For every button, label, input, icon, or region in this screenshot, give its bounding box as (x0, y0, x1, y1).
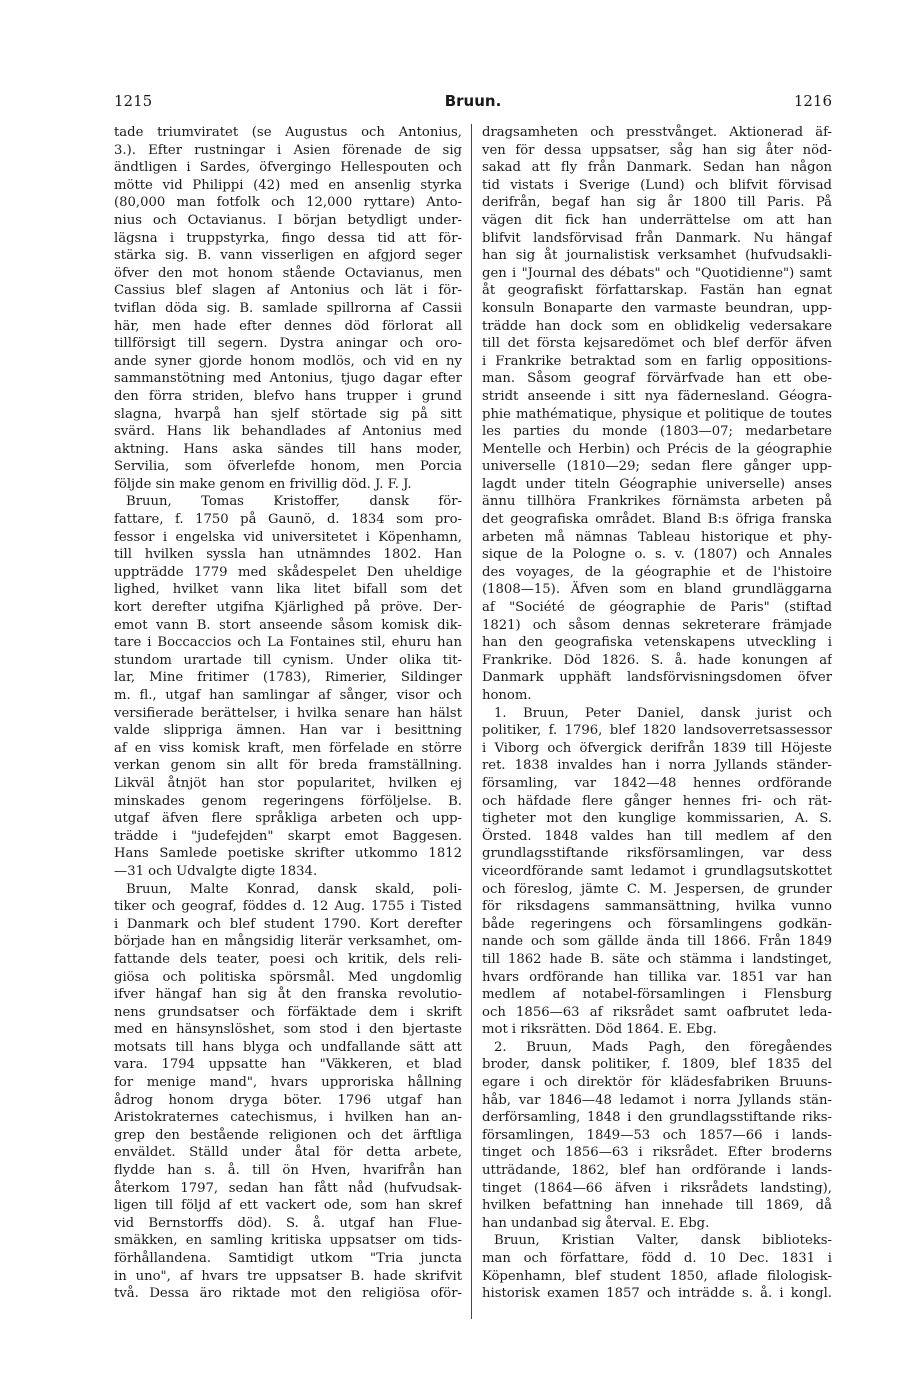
text-line: ännu tillhöra Frankrikes förnämsta arbeten på (482, 494, 832, 510)
text-line: mot i riksrätten. Död 1864. E. Ebg. (482, 1022, 717, 1038)
text-line: versifierade berättelser, i hvilka senare han hälst (114, 705, 462, 721)
text-line: utgaf äfven flere språkliga arbeten och upp- (114, 811, 462, 827)
text-line: med en hänsynslöshet, som stod i den bjertaste (114, 1022, 462, 1038)
text-line: lägsna i truppstyrka, fingo dessa tid att för- (114, 230, 462, 246)
text-line: honom. (482, 688, 532, 703)
text-line: les parties du monde (1803—07; medarbetare (482, 424, 832, 440)
text-line: nens grundsatser och förfäktade dem i skrift (114, 1004, 462, 1020)
text-line: kort derefter utgifna Kjärlighed på pröve. Der- (114, 600, 462, 616)
text-line: följde sin make genom en frivillig död. J. F. J. (114, 476, 412, 492)
text-line: tiker och geograf, föddes d. 12 Aug. 1755 i Tisted (114, 899, 462, 915)
text-line: hvars ordförande han tillika var. 1851 var han (482, 969, 832, 985)
text-line: enväldet. Ställd under åtal för detta arbete, (114, 1145, 462, 1161)
text-line: mötte vid Philippi (42) med en ansenlig styrka (114, 177, 462, 193)
text-line: tviflan döda sig. B. samlade spillrorna af Cassii (114, 300, 462, 316)
text-line: ret. 1838 invaldes han i norra Jyllands ständer- (482, 758, 832, 774)
text-line: af en viss komisk kraft, men förfelade en större (114, 740, 462, 756)
text-line: Bruun, Kristian Valter, dansk biblioteks- (494, 1233, 832, 1249)
text-line: grep den bestående religionen och det ärftliga (114, 1127, 462, 1143)
text-line: stundom urartade till cynism. Under olika tit- (114, 652, 462, 668)
text-line: minskades genom regeringens förföljelse. B. (114, 793, 462, 809)
text-line: 1821) och såsom dennas sekreterare främjade (482, 617, 832, 633)
text-line: han den geografiska vetenskapens utveckling i (482, 635, 832, 651)
text-line: 2. Bruun, Mads Pagh, den föregåendes (494, 1039, 832, 1055)
text-line: hvilken befattning han innehade till 1869, då (482, 1198, 832, 1214)
text-line: gen i "Journal des débats" och "Quotidienne") samt (482, 265, 832, 281)
text-line: grundlagsstiftande riksförsamlingen, var dess (482, 846, 832, 862)
text-line: håb, var 1846—48 ledamot i norra Jyllands stän- (482, 1092, 832, 1108)
text-line: 3.). Efter rustningar i Asien förenade de sig (114, 142, 462, 158)
text-line: i Viborg och öfvergick derifrån 1839 till Höjeste (482, 740, 832, 756)
text-line: lagdt under titeln Géographie universelle) anses (482, 476, 832, 492)
right-text-column (482, 124, 832, 1303)
text-line: ådrog honom dryga böter. 1796 utgaf han (114, 1092, 462, 1108)
text-line: till det första kejsaredömet och blef derför äfven (482, 336, 832, 352)
text-line: i Danmark och blef student 1790. Kort derefter (114, 916, 462, 932)
text-line: vara. 1794 uppsatte han "Väkkeren, et blad (114, 1057, 462, 1073)
text-line: Mentelle och Herbin) och Précis de la géographie (482, 441, 832, 457)
text-line: för riksdagens sammansättning, hvilka vunno (482, 899, 832, 915)
text-line: återkom 1797, sedan han fått nåd (hufvudsak- (114, 1180, 462, 1196)
text-line: sakad att fly från Danmark. Sedan han någon (482, 160, 832, 176)
text-line: nande och som gällde ända till 1866. Från 1849 (482, 934, 832, 950)
text-line: (80,000 man fotfolk och 12,000 ryttare) Anto- (114, 195, 462, 211)
text-line: tade triumviratet (se Augustus och Antonius, (114, 125, 462, 140)
text-line: giösa och politiska spörsmål. Med ungdomlig (114, 969, 462, 985)
text-line: verkan genom sin allt för breda framställning. (114, 758, 462, 774)
text-line: man. Såsom geograf förvärfvade han ett obe- (482, 371, 832, 387)
text-line: (1808—15). Äfven som en bland grundläggarna (482, 582, 832, 598)
page-number-left: 1215 (114, 92, 153, 110)
text-line: Örsted. 1848 valdes han till medlem af den (482, 828, 832, 844)
text-line: fattande dels teater, poesi och kritik, dels reli- (114, 951, 462, 967)
running-title: Bruun. (444, 92, 502, 110)
text-line: församlingen, 1849—53 och 1857—66 i lands- (482, 1127, 832, 1143)
text-line: m. fl., utgaf han samlingar af sånger, visor och (114, 688, 462, 703)
text-line: arbeten må nämnas Tableau historique et phy- (482, 529, 832, 545)
text-line: for menige mand", hvars upproriska hållning (114, 1075, 462, 1091)
text-line: ifver hängaf han sig åt den franska revolutio- (114, 987, 462, 1003)
text-line: fattare, f. 1750 på Gaunö, d. 1834 som pro- (114, 512, 462, 528)
text-line: i Frankrike betraktad som en farlig oppositions- (482, 353, 832, 369)
text-line: utträdande, 1862, blef han ordförande i lands- (482, 1163, 832, 1179)
text-line: politiker, f. 1796, blef 1820 landsoverretsassessor (482, 723, 832, 739)
text-line: öfver den mot honom stående Octavianus, men (114, 265, 462, 281)
text-line: nius och Octavianus. I början betydligt under- (114, 212, 462, 228)
text-line: 1. Bruun, Peter Daniel, dansk jurist och (494, 705, 832, 721)
text-line: blifvit landsförvisad från Danmark. Nu hängaf (482, 230, 832, 246)
text-line: Frankrike. Död 1826. S. å. hade konungen af (482, 652, 832, 668)
text-line: här, men hade efter dennes död förlorat all (114, 318, 462, 334)
text-line: universelle (1810—29; sedan flere gånger upp- (482, 459, 832, 475)
text-line: lighed, hvilket vann lika litet bifall som det (114, 582, 462, 598)
text-line: af "Société de géographie de Paris" (stiftad (482, 600, 832, 616)
text-line: den förra striden, blefvo hans trupper i grund (114, 388, 462, 404)
text-line: och 1856—63 af riksrådet samt oafbrutet leda- (482, 1004, 832, 1020)
text-line: in uno", af hvars tre uppsatser B. hade skrifvit (114, 1268, 462, 1284)
text-line: ande syner gjorde honom modlös, och vid en ny (114, 353, 462, 369)
text-line: sique de la Pologne o. s. v. (1807) och Annales (482, 547, 832, 563)
text-line: derförsamling, 1848 i den grundlagsstiftande riks- (482, 1110, 832, 1126)
text-line: tinget och 1856—63 i riksrådet. Efter broderns (482, 1145, 832, 1161)
text-line: Aristokraternes catechismus, i hvilken han an- (114, 1110, 462, 1126)
text-line: började han en mångsidig literär verksamhet, om- (114, 934, 462, 950)
text-line: fessor i engelska vid universitetet i Köpenhamn, (114, 529, 462, 545)
text-line: viceordförande samt ledamot i grundlagsutskottet (482, 863, 832, 879)
text-line: Servilia, som öfverlefde honom, men Porcia (114, 459, 462, 475)
text-line: stärka sig. B. vann visserligen en afgjord seger (114, 248, 462, 264)
text-line: svärd. Hans lik behandlades af Antonius med (114, 424, 462, 440)
text-line: phie mathématique, physique et politique de toutes (482, 406, 832, 422)
text-line: och häfdade flere gånger hennes fri- och rät- (482, 793, 832, 809)
text-line: lar, Mine fritimer (1783), Rimerier, Sildinger (114, 670, 462, 686)
text-line: dragsamheten och presstvånget. Aktionerad äf- (482, 125, 832, 140)
text-line: både regeringens och församlingens godkän- (482, 916, 832, 932)
text-line: tid vistats i Sverige (Lund) och blifvit förvisad (482, 177, 832, 193)
text-line: han sig åt journalistisk verksamhet (hufvudsakli- (482, 248, 832, 264)
text-line: tillförsigt till segern. Dystra aningar och oro- (114, 336, 462, 352)
text-line: broder, dansk politiker, f. 1809, blef 1835 del (482, 1057, 832, 1073)
column-divider (471, 124, 472, 1319)
text-line: Cassius blef slagen af Antonius och lät i för- (114, 283, 462, 299)
text-line: Danmark upphäft landsförvisningsdomen öfver (482, 670, 832, 686)
text-line: tinget (1864—66 äfven i riksrådets landsting), (482, 1180, 832, 1196)
page-number-right: 1216 (793, 92, 832, 110)
text-line: ligen till följd af ett vackert ode, som han skref (114, 1198, 462, 1214)
text-line: flydde han s. å. till ön Hven, hvarifrån han (114, 1163, 462, 1179)
text-line: motsats till hans blyga och undfallande sätt att (114, 1039, 462, 1055)
text-line: aktning. Hans aska sändes till hans moder, (114, 441, 462, 457)
text-line: Köpenhamn, blef student 1850, aflade filologisk- (482, 1268, 832, 1284)
text-line: valde slippriga ämnen. Han var i besittning (114, 723, 462, 739)
text-line: historisk examen 1857 och inträdde s. å. i kongl. (482, 1286, 832, 1302)
text-line: till hvilken syssla han utnämndes 1802. Han (114, 547, 462, 563)
text-line: han undanbad sig återval. E. Ebg. (482, 1215, 710, 1231)
text-line: Likväl åtnjöt han stor popularitet, hvilken ej (114, 775, 462, 791)
text-line: Hans Samlede poetiske skrifter utkommo 1812 (114, 846, 462, 862)
text-line: medlem af notabel-församlingen i Flensburg (482, 987, 832, 1003)
text-line: åt geografiskt författarskap. Fastän han egnat (482, 283, 832, 299)
page-header (114, 92, 832, 114)
text-line: vägen dit fick han underrättelse om att han (482, 212, 832, 228)
text-line: man och författare, född d. 10 Dec. 1831 i (482, 1251, 832, 1266)
text-line: Bruun, Tomas Kristoffer, dansk för- (126, 494, 462, 510)
text-line: det geografiska området. Bland B:s öfriga franska (482, 512, 832, 528)
text-line: församling, var 1842—48 hennes ordförande (482, 775, 832, 791)
text-line: egare i och direktör för klädesfabriken Bruuns- (482, 1075, 832, 1091)
text-line: tare i Boccaccios och La Fontaines stil, ehuru han (114, 635, 462, 651)
text-line: stridt anseende i sitt nya fädernesland. Géogra- (482, 388, 832, 404)
text-line: ven för dessa uppsatser, såg han sig åter nöd- (482, 142, 832, 158)
text-line: konsuln Bonaparte den varmaste beundran, upp- (482, 300, 832, 316)
text-line: till 1862 hade B. säte och stämma i landstinget, (482, 951, 832, 967)
text-line: smäkken, en samling kritiska uppsatser om tids- (114, 1233, 462, 1249)
text-line: vid Bernstorffs död). S. å. utgaf han Flue- (114, 1215, 462, 1231)
text-line: tigheter mot den kunglige kommissarien, A. S. (482, 811, 832, 827)
text-line: två. Dessa äro riktade mot den religiösa oför- (114, 1286, 462, 1302)
text-line: slagna, hvarpå han sjelf störtade sig på sitt (114, 406, 462, 422)
text-line: och föreslog, jämte C. M. Jespersen, de grunder (482, 881, 832, 897)
text-line: Bruun, Malte Konrad, dansk skald, poli- (126, 881, 462, 897)
text-line: —31 och Udvalgte digte 1834. (114, 863, 318, 879)
text-line: trädde han dock som en oblidkelig vedersakare (482, 318, 832, 334)
text-line: trädde i "judefejden" skarpt emot Baggesen. (114, 828, 462, 844)
left-text-column (114, 124, 462, 1303)
text-line: förhållandena. Samtidigt utkom "Tria juncta (114, 1251, 462, 1266)
text-line: sammanstötning med Antonius, tjugo dagar efter (114, 371, 462, 387)
text-line: ändtligen i Sardes, öfvergingo Hellespouten och (114, 160, 462, 176)
text-line: des voyages, de la géographie et de l'histoire (482, 564, 832, 580)
text-line: emot vann B. stort anseende såsom komisk dik- (114, 617, 462, 633)
text-line: derifrån, begaf han sig år 1800 till Paris. På (482, 195, 832, 211)
text-line: uppträdde 1779 med skådespelet Den uheldige (114, 564, 462, 580)
